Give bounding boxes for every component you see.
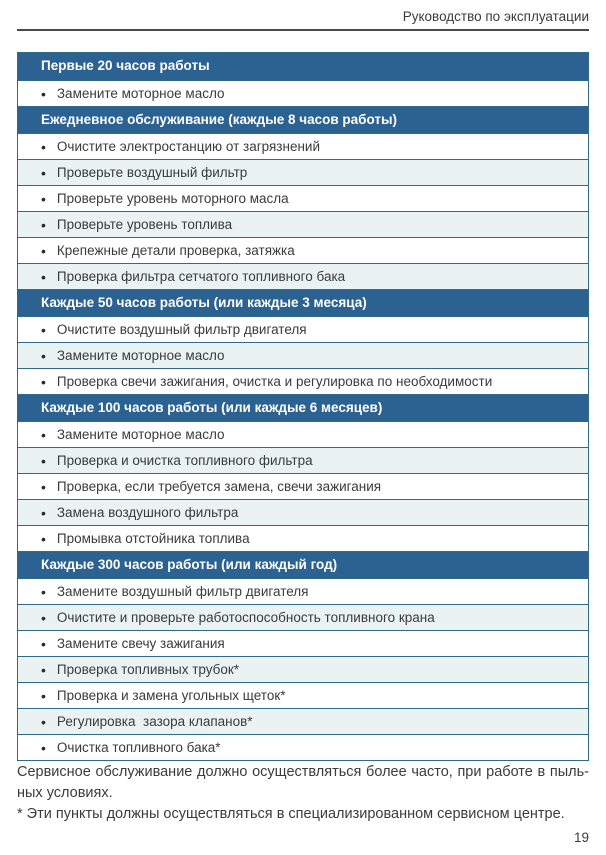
section-header: Каждые 100 часов работы (или каждые 6 месяцев) [18, 394, 588, 421]
item-label: Проверьте уровень топлива [56, 217, 233, 232]
item-label: Замените моторное масло [56, 348, 225, 363]
bullet-icon: • [41, 452, 46, 469]
bullet-icon: • [41, 216, 46, 233]
bullet-icon: • [41, 164, 46, 181]
item-label: Замените свечу зажигания [56, 636, 225, 651]
maintenance-item [18, 316, 588, 342]
bullet-icon: • [41, 347, 46, 364]
maintenance-item [18, 473, 588, 499]
maintenance-item [18, 604, 588, 630]
item-label: Проверка и очистка топливного фильтра [56, 453, 313, 468]
maintenance-item [18, 185, 588, 211]
maintenance-item [18, 708, 588, 734]
item-label: Регулировка зазора клапанов* [56, 714, 253, 729]
maintenance-item [18, 80, 588, 106]
maintenance-item [18, 237, 588, 263]
maintenance-item [18, 133, 588, 159]
service-center-note: * Эти пункты должны осуществляться в специализированном сервисном центре. [17, 806, 565, 822]
item-label: Очистите электростанцию от загрязнений [56, 139, 320, 154]
bullet-icon: • [41, 661, 46, 678]
item-label: Очистите воздушный фильтр двигателя [56, 322, 307, 337]
maintenance-item [18, 525, 588, 551]
item-label: Промывка отстойника топлива [56, 531, 250, 546]
bullet-icon: • [41, 739, 46, 756]
maintenance-item [18, 421, 588, 447]
section-header: Каждые 50 часов работы (или каждые 3 месяца) [18, 289, 588, 316]
maintenance-item [18, 682, 588, 708]
bullet-icon: • [41, 609, 46, 626]
item-label: Проверьте воздушный фильтр [56, 165, 248, 180]
bullet-icon: • [41, 268, 46, 285]
item-label: Проверка свечи зажигания, очистка и регулировка по необходимости [56, 374, 493, 389]
item-label: Проверка и замена угольных щеток* [56, 688, 286, 703]
page-number: 19 [573, 830, 589, 845]
dust-conditions-note-line2: ных условиях. [17, 785, 113, 801]
maintenance-item [18, 368, 588, 394]
item-label: Замените моторное масло [56, 427, 225, 442]
bullet-icon: • [41, 373, 46, 390]
item-label: Проверка, если требуется замена, свечи зажигания [56, 479, 382, 494]
item-label: Замените моторное масло [56, 86, 225, 101]
maintenance-item [18, 656, 588, 682]
maintenance-item [18, 630, 588, 656]
bullet-icon: • [41, 85, 46, 102]
section-header: Ежедневное обслуживание (каждые 8 часов работы) [18, 106, 588, 133]
bullet-icon: • [41, 478, 46, 495]
dust-conditions-note-line1: Сервисное обслуживание должно осуществляться более часто, при работе в пыль- [17, 764, 589, 780]
bullet-icon: • [41, 713, 46, 730]
bullet-icon: • [41, 190, 46, 207]
maintenance-item [18, 342, 588, 368]
section-header: Каждые 300 часов работы (или каждый год) [18, 551, 588, 578]
maintenance-item [18, 211, 588, 237]
running-header: Руководство по эксплуатации [17, 7, 589, 31]
dust-conditions-note [17, 762, 589, 804]
bullet-icon: • [41, 138, 46, 155]
maintenance-item [18, 734, 588, 760]
bullet-icon: • [41, 504, 46, 521]
maintenance-item [18, 578, 588, 604]
maintenance-item [18, 447, 588, 473]
item-label: Крепежные детали проверка, затяжка [56, 243, 295, 258]
item-label: Проверка топливных трубок* [56, 662, 240, 677]
item-label: Проверка фильтра сетчатого топливного бака [56, 269, 346, 284]
maintenance-item [18, 159, 588, 185]
item-label: Замена воздушного фильтра [56, 505, 239, 520]
bullet-icon: • [41, 530, 46, 547]
section-header: Первые 20 часов работы [18, 53, 588, 80]
bullet-icon: • [41, 242, 46, 259]
bullet-icon: • [41, 687, 46, 704]
bullet-icon: • [41, 426, 46, 443]
item-label: Очистка топливного бака* [56, 740, 221, 755]
item-label: Очистите и проверьте работоспособность топливного крана [56, 610, 435, 625]
maintenance-item [18, 263, 588, 289]
bullet-icon: • [41, 583, 46, 600]
maintenance-schedule-table [17, 52, 589, 761]
maintenance-item [18, 499, 588, 525]
bullet-icon: • [41, 635, 46, 652]
bullet-icon: • [41, 321, 46, 338]
item-label: Проверьте уровень моторного масла [56, 191, 289, 206]
item-label: Замените воздушный фильтр двигателя [56, 584, 309, 599]
